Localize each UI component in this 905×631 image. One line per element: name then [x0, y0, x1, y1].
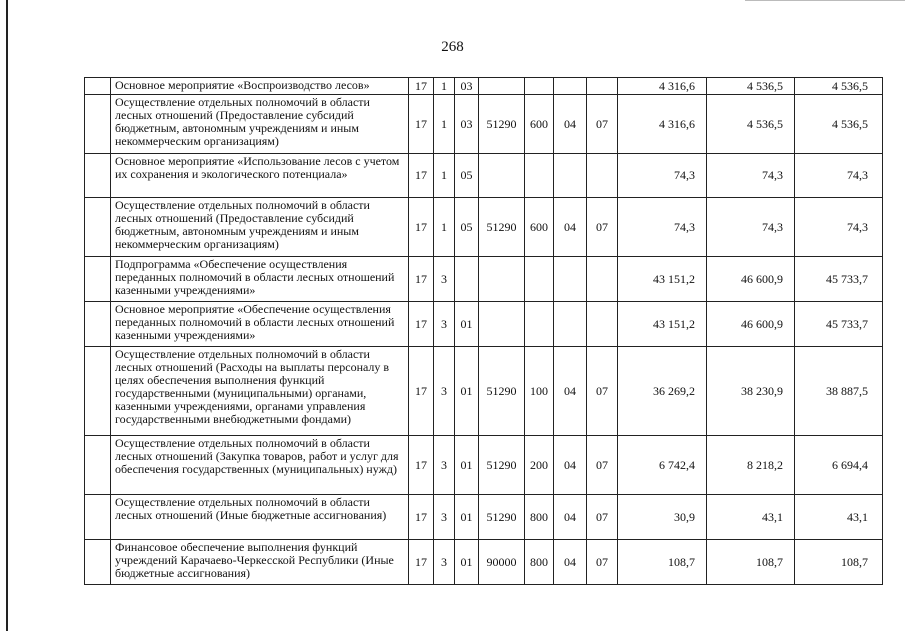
cell-code-5 — [525, 154, 554, 198]
cell-amount-3: 74,3 — [795, 154, 883, 198]
cell-amount-2: 43,1 — [707, 495, 795, 540]
cell-code-6: 04 — [554, 540, 587, 585]
top-rule — [745, 0, 905, 1]
cell-code-5: 100 — [525, 347, 554, 436]
table-row — [85, 198, 883, 257]
cell-code-7: 07 — [587, 95, 618, 154]
cell-amount-3: 45 733,7 — [795, 302, 883, 347]
cell-blank — [85, 302, 111, 347]
cell-code-4: 51290 — [479, 495, 525, 540]
cell-amount-1: 43 151,2 — [618, 302, 707, 347]
cell-code-6 — [554, 257, 587, 302]
cell-code-7 — [587, 154, 618, 198]
cell-name: Основное мероприятие «Использование лесов с учетом их сохранения и экологического потенциала» — [111, 154, 409, 198]
cell-blank — [85, 540, 111, 585]
cell-amount-2: 4 536,5 — [707, 95, 795, 154]
cell-code-6 — [554, 78, 587, 95]
cell-code-6: 04 — [554, 436, 587, 495]
cell-name: Осуществление отдельных полномочий в области лесных отношений (Предоставление субсидий бюджетным, автономным учреждениям и иным некоммерческим организациям) — [111, 95, 409, 154]
cell-amount-2: 46 600,9 — [707, 257, 795, 302]
cell-code-5 — [525, 78, 554, 95]
cell-code-3: 03 — [455, 95, 479, 154]
cell-code-7: 07 — [587, 198, 618, 257]
cell-amount-2: 38 230,9 — [707, 347, 795, 436]
cell-code-2: 3 — [434, 257, 455, 302]
cell-code-7: 07 — [587, 495, 618, 540]
cell-amount-1: 36 269,2 — [618, 347, 707, 436]
cell-code-2: 1 — [434, 78, 455, 95]
cell-amount-1: 74,3 — [618, 198, 707, 257]
page-left-border — [6, 0, 8, 631]
cell-code-2: 3 — [434, 540, 455, 585]
cell-name: Осуществление отдельных полномочий в области лесных отношений (Предоставление субсидий бюджетным, автономным учреждениям и иным некоммерческим организациям) — [111, 198, 409, 257]
cell-amount-2: 74,3 — [707, 198, 795, 257]
cell-amount-1: 4 316,6 — [618, 95, 707, 154]
cell-code-1: 17 — [409, 347, 434, 436]
cell-blank — [85, 347, 111, 436]
cell-code-5: 600 — [525, 95, 554, 154]
cell-code-2: 3 — [434, 347, 455, 436]
cell-code-5: 200 — [525, 436, 554, 495]
cell-code-1: 17 — [409, 154, 434, 198]
cell-code-7: 07 — [587, 436, 618, 495]
table-row — [85, 495, 883, 540]
cell-amount-3: 45 733,7 — [795, 257, 883, 302]
cell-code-6: 04 — [554, 347, 587, 436]
cell-name: Основное мероприятие «Обеспечение осуществления переданных полномочий в области лесных отношений казенными учреждениями» — [111, 302, 409, 347]
cell-code-3: 05 — [455, 154, 479, 198]
cell-name: Финансовое обеспечение выполнения функций учреждений Карачаево-Черкесской Республики (Иные бюджетные ассигнования) — [111, 540, 409, 585]
cell-code-6: 04 — [554, 495, 587, 540]
cell-code-7 — [587, 257, 618, 302]
cell-blank — [85, 495, 111, 540]
cell-code-4 — [479, 78, 525, 95]
cell-code-4 — [479, 257, 525, 302]
cell-code-7 — [587, 78, 618, 95]
cell-code-6 — [554, 302, 587, 347]
cell-amount-2: 4 536,5 — [707, 78, 795, 95]
cell-code-7 — [587, 302, 618, 347]
cell-blank — [85, 436, 111, 495]
table-row — [85, 257, 883, 302]
table-row — [85, 78, 883, 95]
cell-code-5: 600 — [525, 198, 554, 257]
table-row — [85, 347, 883, 436]
table-body — [85, 78, 883, 585]
cell-code-1: 17 — [409, 436, 434, 495]
cell-amount-1: 4 316,6 — [618, 78, 707, 95]
cell-blank — [85, 154, 111, 198]
cell-amount-1: 74,3 — [618, 154, 707, 198]
cell-code-5: 800 — [525, 495, 554, 540]
cell-amount-3: 43,1 — [795, 495, 883, 540]
cell-amount-1: 43 151,2 — [618, 257, 707, 302]
cell-code-5 — [525, 257, 554, 302]
cell-code-3: 01 — [455, 495, 479, 540]
cell-amount-2: 46 600,9 — [707, 302, 795, 347]
cell-code-2: 3 — [434, 436, 455, 495]
cell-amount-3: 6 694,4 — [795, 436, 883, 495]
cell-code-1: 17 — [409, 78, 434, 95]
cell-code-6: 04 — [554, 95, 587, 154]
cell-amount-1: 108,7 — [618, 540, 707, 585]
cell-code-4: 51290 — [479, 436, 525, 495]
cell-code-6: 04 — [554, 198, 587, 257]
cell-amount-3: 4 536,5 — [795, 78, 883, 95]
cell-amount-2: 108,7 — [707, 540, 795, 585]
cell-code-5: 800 — [525, 540, 554, 585]
cell-code-3: 01 — [455, 436, 479, 495]
page-number: 268 — [441, 39, 464, 55]
cell-code-1: 17 — [409, 495, 434, 540]
cell-code-3: 01 — [455, 302, 479, 347]
cell-blank — [85, 78, 111, 95]
cell-code-2: 3 — [434, 495, 455, 540]
cell-code-4: 51290 — [479, 95, 525, 154]
cell-code-3: 01 — [455, 347, 479, 436]
cell-code-3: 01 — [455, 540, 479, 585]
cell-code-1: 17 — [409, 198, 434, 257]
cell-name: Осуществление отдельных полномочий в области лесных отношений (Расходы на выплаты персоналу в целях обеспечения выполнения функций государственными (муниципальными) органами, казенными учреждениями, органами управления государственными внебюджетными фондами) — [111, 347, 409, 436]
table-row — [85, 95, 883, 154]
cell-code-6 — [554, 154, 587, 198]
cell-amount-2: 8 218,2 — [707, 436, 795, 495]
cell-code-3: 05 — [455, 198, 479, 257]
cell-code-4 — [479, 154, 525, 198]
cell-code-4: 51290 — [479, 198, 525, 257]
cell-amount-3: 38 887,5 — [795, 347, 883, 436]
cell-blank — [85, 95, 111, 154]
cell-code-2: 1 — [434, 154, 455, 198]
cell-name: Основное мероприятие «Воспроизводство лесов» — [111, 78, 409, 95]
cell-blank — [85, 198, 111, 257]
cell-blank — [85, 257, 111, 302]
cell-code-2: 1 — [434, 198, 455, 257]
cell-amount-1: 6 742,4 — [618, 436, 707, 495]
budget-table — [84, 77, 883, 585]
cell-amount-2: 74,3 — [707, 154, 795, 198]
cell-code-1: 17 — [409, 540, 434, 585]
cell-code-5 — [525, 302, 554, 347]
cell-code-1: 17 — [409, 302, 434, 347]
cell-amount-1: 30,9 — [618, 495, 707, 540]
cell-code-4 — [479, 302, 525, 347]
cell-code-1: 17 — [409, 257, 434, 302]
cell-code-3: 03 — [455, 78, 479, 95]
table-row — [85, 302, 883, 347]
table-row — [85, 540, 883, 585]
cell-amount-3: 108,7 — [795, 540, 883, 585]
cell-name: Осуществление отдельных полномочий в области лесных отношений (Закупка товаров, работ и услуг для обеспечения государственных (муниципальных) нужд) — [111, 436, 409, 495]
cell-amount-3: 4 536,5 — [795, 95, 883, 154]
cell-code-2: 3 — [434, 302, 455, 347]
cell-name: Подпрограмма «Обеспечение осуществления переданных полномочий в области лесных отношений казенными учреждениями» — [111, 257, 409, 302]
cell-code-2: 1 — [434, 95, 455, 154]
cell-code-4: 90000 — [479, 540, 525, 585]
cell-code-4: 51290 — [479, 347, 525, 436]
table-row — [85, 436, 883, 495]
cell-code-3 — [455, 257, 479, 302]
table-row — [85, 154, 883, 198]
cell-amount-3: 74,3 — [795, 198, 883, 257]
cell-code-1: 17 — [409, 95, 434, 154]
cell-name: Осуществление отдельных полномочий в области лесных отношений (Иные бюджетные ассигнования) — [111, 495, 409, 540]
cell-code-7: 07 — [587, 540, 618, 585]
cell-code-7: 07 — [587, 347, 618, 436]
